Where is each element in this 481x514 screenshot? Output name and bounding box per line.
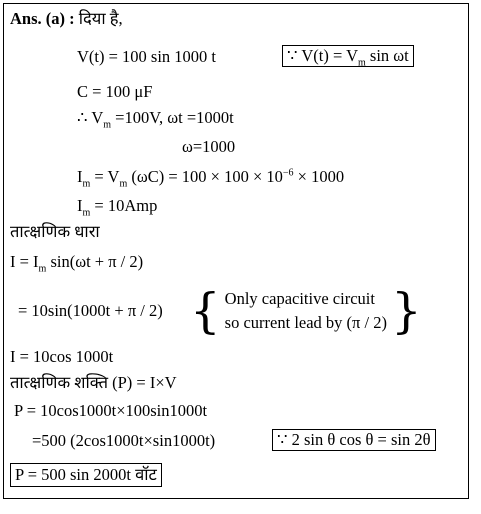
current-b: sin(ωt + π / 2) bbox=[46, 252, 144, 271]
brace-note-text bbox=[225, 287, 387, 335]
vm-start: ∴ V bbox=[77, 108, 104, 127]
current-equation bbox=[10, 252, 144, 275]
brace-note bbox=[190, 283, 422, 339]
vm-line bbox=[77, 108, 234, 131]
final-unit: वॉट bbox=[135, 465, 157, 484]
current-cos-line: I = 10cos 1000t bbox=[10, 347, 114, 366]
final-answer-box bbox=[10, 463, 162, 487]
right-brace-icon: } bbox=[391, 283, 422, 339]
instantaneous-current-heading: तात्क्षणिक धारा bbox=[10, 222, 100, 241]
vm-sub: m bbox=[103, 119, 112, 131]
answer-frame bbox=[3, 3, 469, 499]
im2-a: I bbox=[77, 196, 83, 215]
current-sub: m bbox=[38, 263, 47, 275]
brace-line-2: so current lead by (π / 2) bbox=[224, 313, 387, 332]
brace-line-1: Only capacitive circuit bbox=[224, 289, 375, 308]
answer-label: Ans. (a) : bbox=[10, 9, 75, 28]
voltage-note-end: sin ωt bbox=[365, 46, 409, 65]
answer-header-line bbox=[10, 9, 123, 29]
im-d: × 1000 bbox=[293, 167, 345, 186]
final-answer: P = 500 sin 2000t bbox=[15, 465, 131, 484]
left-brace-icon: { bbox=[190, 283, 221, 339]
voltage-equation: V(t) = 100 sin 1000 t bbox=[77, 47, 217, 66]
voltage-note-sub: m bbox=[358, 57, 366, 69]
power-product-line: P = 10cos1000t×100sin1000t bbox=[14, 401, 208, 420]
voltage-note-start: ∵ V(t) = V bbox=[287, 46, 358, 65]
im-c: (ωC) = 100 × 100 × 10 bbox=[127, 167, 283, 186]
voltage-note-box bbox=[282, 45, 414, 67]
omega-line: ω=1000 bbox=[182, 137, 236, 156]
current-substituted: = 10sin(1000t + π / 2) bbox=[18, 301, 163, 320]
vm-end: =100V, ωt =1000t bbox=[111, 108, 234, 127]
im-exponent: −6 bbox=[282, 167, 294, 179]
im2-b: = 10Amp bbox=[90, 196, 158, 215]
im-calc-line bbox=[77, 167, 345, 190]
im-a: I bbox=[77, 167, 83, 186]
power-simplified-line: =500 (2cos1000t×sin1000t) bbox=[32, 431, 216, 450]
given-label: दिया है, bbox=[78, 9, 123, 28]
im2-sub: m bbox=[82, 207, 91, 219]
im-b-sub: m bbox=[119, 178, 128, 190]
identity-note-box: ∵ 2 sin θ cos θ = sin 2θ bbox=[272, 429, 436, 451]
im-result-line bbox=[77, 196, 158, 219]
instantaneous-power-heading: तात्क्षणिक शक्ति (P) = I×V bbox=[10, 373, 177, 392]
capacitance-line: C = 100 μF bbox=[77, 82, 153, 101]
im-a-sub: m bbox=[82, 178, 91, 190]
current-a: I = I bbox=[10, 252, 39, 271]
im-b: = V bbox=[90, 167, 120, 186]
